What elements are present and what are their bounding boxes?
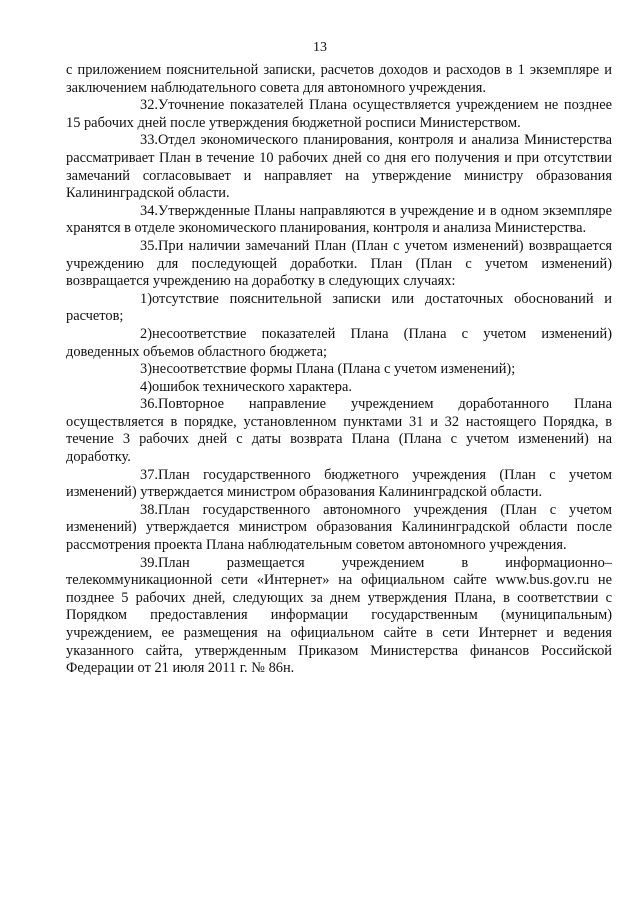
paragraph-32 (66, 97, 612, 132)
list-item-3 (66, 361, 612, 379)
paragraph-37 (66, 467, 612, 502)
list-item-text: несоответствие показателей Плана (Плана с учетом изменений) доведенных объемов областного бюджета; (66, 325, 612, 360)
list-item-1 (66, 291, 612, 326)
paragraph-number: 39. (140, 554, 158, 571)
paragraph-34 (66, 203, 612, 238)
list-item-number: 3) (140, 361, 152, 378)
paragraph-33 (66, 132, 612, 202)
paragraph-number: 35. (140, 237, 158, 254)
paragraph-36 (66, 396, 612, 466)
paragraph-number: 38. (140, 501, 158, 518)
paragraph-number: 33. (140, 132, 158, 149)
paragraph-number: 32. (140, 97, 158, 114)
paragraph-number: 36. (140, 396, 158, 413)
list-item-number: 2) (140, 325, 152, 342)
list-item-4 (66, 379, 612, 397)
paragraph-continuation (66, 62, 612, 97)
paragraph-35 (66, 238, 612, 291)
paragraph-text: Отдел экономического планирования, контроля и анализа Министерства рассматривает План в течение 10 рабочих дней со дня его получения и при отсутствии замечаний согласовывает и направляет на утверждение министру образования Калининградской области. (66, 132, 612, 202)
paragraph-text: с приложением пояснительной записки, расчетов доходов и расходов в 1 экземпляре и заключением наблюдательного совета для автономного учреждения. (66, 62, 612, 96)
paragraph-38 (66, 502, 612, 555)
list-item-text: несоответствие формы Плана (Плана с учетом изменений); (152, 361, 516, 378)
paragraph-text: План государственного автономного учреждения (План с учетом изменений) утверждается министром образования Калининградской области после рассмотрения проекта Плана наблюдательным советом автономного учреждения. (66, 501, 612, 554)
document-body (66, 62, 612, 678)
paragraph-text: План размещается учреждением в информационно–телекоммуникационной сети «Интернет» на официальном сайте www.bus.gov.ru не позднее 5 рабочих дней, следующих за днем утверждения Плана, в соответствии с Порядком предоставления информации государственным (муниципальным) учреждением, ее размещения на официальном сайте в сети Интернет и ведения указанного сайта, утвержденным Приказом Министерства финансов Российской Федерации от 21 июля 2011 г. № 86н. (66, 554, 612, 677)
list-item-number: 1) (140, 290, 152, 307)
list-item-text: ошибок технического характера. (152, 378, 352, 395)
page-number: 13 (313, 40, 327, 55)
paragraph-text: Утвержденные Планы направляются в учреждение и в одном экземпляре хранятся в отделе экономического планирования, контроля и анализа Министерства. (66, 202, 612, 237)
paragraph-39 (66, 555, 612, 678)
paragraph-text: План государственного бюджетного учреждения (План с учетом изменений) утверждается министром образования Калининградской области. (66, 466, 612, 501)
list-item-number: 4) (140, 378, 152, 395)
paragraph-number: 37. (140, 466, 158, 483)
list-item-text: отсутствие пояснительной записки или достаточных обоснований и расчетов; (66, 290, 612, 325)
paragraph-number: 34. (140, 202, 158, 219)
list-item-2 (66, 326, 612, 361)
paragraph-text: Уточнение показателей Плана осуществляется учреждением не позднее 15 рабочих дней после утверждения бюджетной росписи Министерством. (66, 97, 612, 131)
paragraph-text: При наличии замечаний План (План с учетом изменений) возвращается учреждению для последующей доработки. План (План с учетом изменений) возвращается учреждению на доработку в следующих случаях: (66, 237, 612, 290)
paragraph-text: Повторное направление учреждением доработанного Плана осуществляется в порядке, установленном пунктами 31 и 32 настоящего Порядка, в течение 3 рабочих дней с даты возврата Плана (Плана с учетом изменений) на доработку. (66, 396, 612, 466)
